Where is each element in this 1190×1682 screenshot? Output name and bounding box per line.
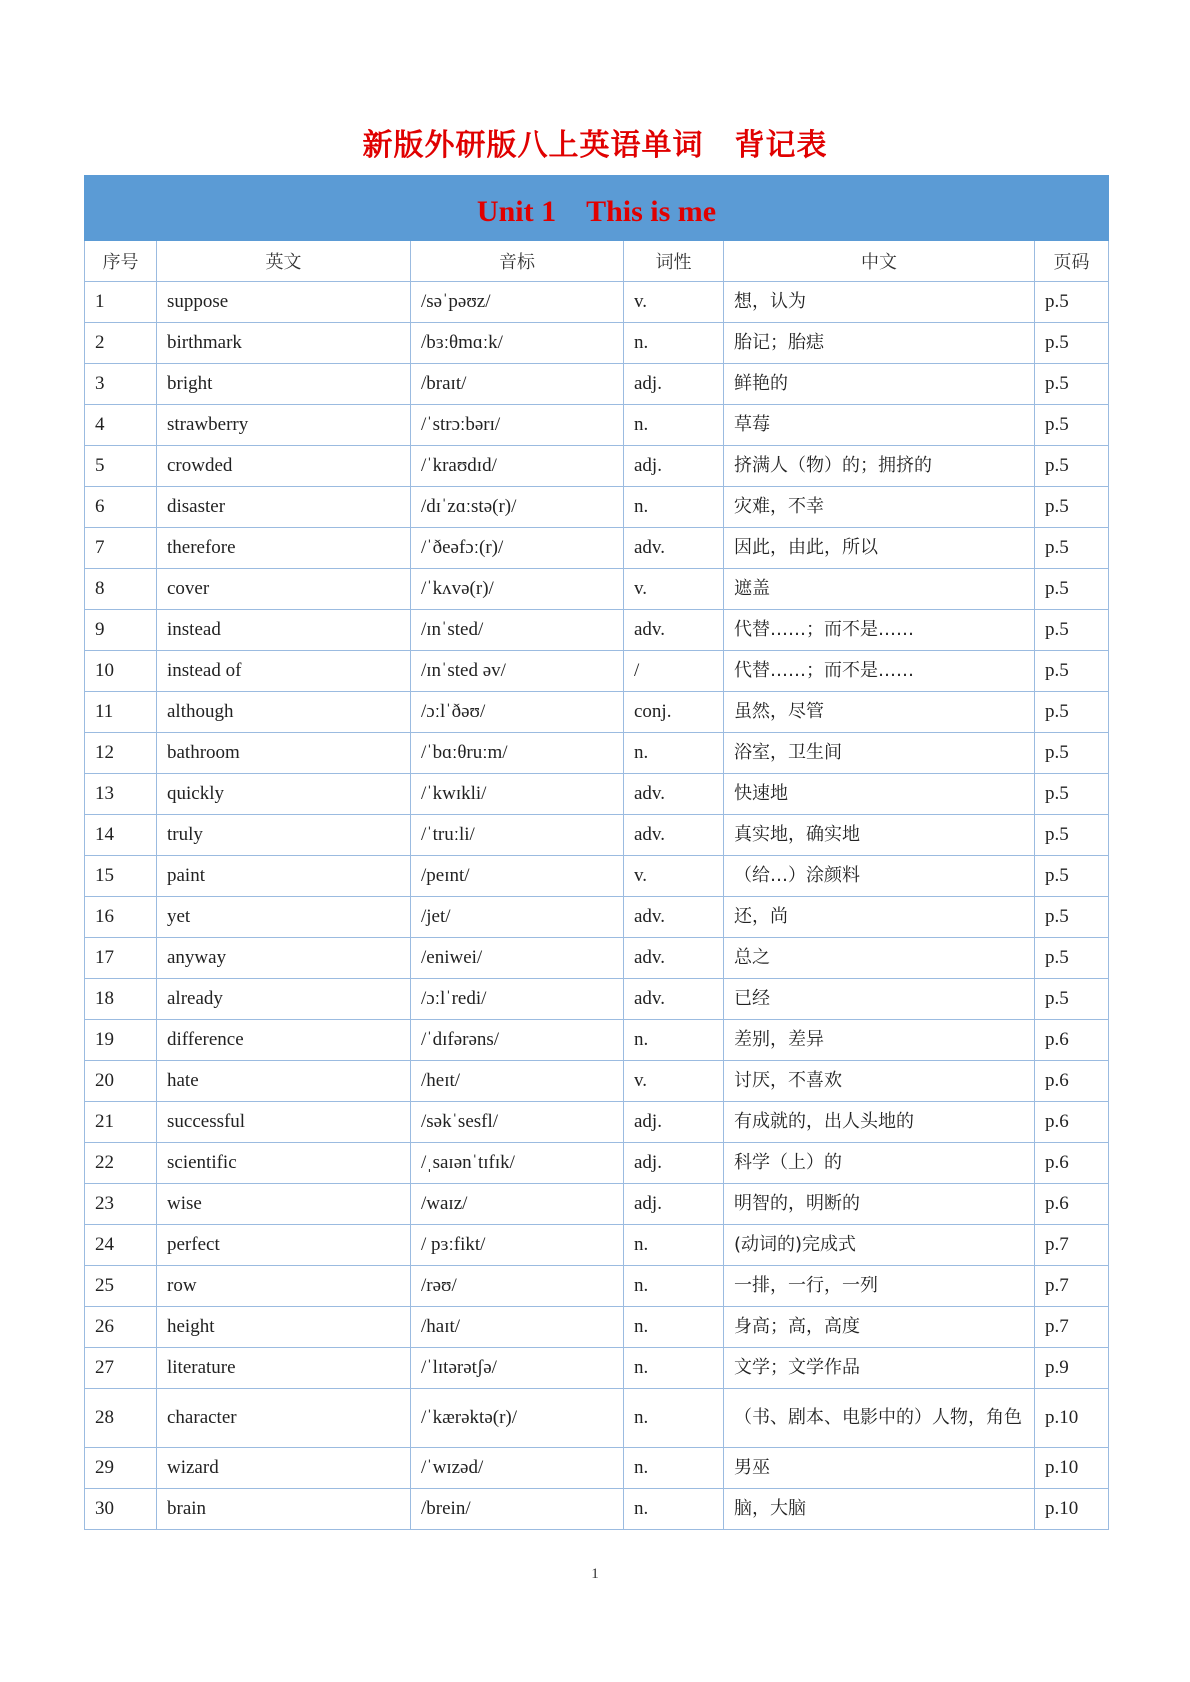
cell-part-of-speech: v. [624,1061,724,1102]
cell-english: brain [157,1489,411,1530]
cell-number: 2 [85,323,157,364]
cell-page: p.7 [1035,1307,1109,1348]
cell-page: p.6 [1035,1184,1109,1225]
cell-phonetic: /ˈðeəfɔː(r)/ [411,528,624,569]
cell-part-of-speech: v. [624,282,724,323]
cell-page: p.5 [1035,282,1109,323]
cell-chinese: 男巫 [724,1448,1035,1489]
cell-chinese: 明智的，明断的 [724,1184,1035,1225]
cell-part-of-speech: adv. [624,528,724,569]
cell-phonetic: /ˈkʌvə(r)/ [411,569,624,610]
cell-chinese: 胎记；胎痣 [724,323,1035,364]
cell-phonetic: /səˈpəʊz/ [411,282,624,323]
cell-number: 19 [85,1020,157,1061]
cell-chinese: 还，尚 [724,897,1035,938]
table-row [85,897,1109,938]
cell-phonetic: /bɜːθmɑːk/ [411,323,624,364]
cell-number: 11 [85,692,157,733]
table-row [85,1143,1109,1184]
vocabulary-table [84,175,1109,1530]
header-number: 序号 [85,241,157,282]
table-row [85,487,1109,528]
cell-part-of-speech: n. [624,405,724,446]
cell-phonetic: /waɪz/ [411,1184,624,1225]
cell-page: p.5 [1035,938,1109,979]
cell-number: 15 [85,856,157,897]
cell-phonetic: /ɪnˈsted əv/ [411,651,624,692]
cell-english: truly [157,815,411,856]
cell-page: p.6 [1035,1061,1109,1102]
cell-page: p.6 [1035,1143,1109,1184]
cell-english: hate [157,1061,411,1102]
cell-phonetic: /ɔːlˈðəʊ/ [411,692,624,733]
cell-part-of-speech: n. [624,1389,724,1448]
cell-english: disaster [157,487,411,528]
cell-chinese: 灾难，不幸 [724,487,1035,528]
cell-phonetic: /ɪnˈsted/ [411,610,624,651]
cell-part-of-speech: adv. [624,610,724,651]
cell-phonetic: /ˈbɑːθruːm/ [411,733,624,774]
cell-page: p.5 [1035,774,1109,815]
table-row [85,364,1109,405]
table-row [85,1061,1109,1102]
cell-english: crowded [157,446,411,487]
table-row [85,528,1109,569]
cell-part-of-speech: n. [624,487,724,528]
cell-chinese: 科学（上）的 [724,1143,1035,1184]
cell-phonetic: / pɜːfikt/ [411,1225,624,1266]
cell-page: p.5 [1035,528,1109,569]
cell-phonetic: /ˈlɪtərətʃə/ [411,1348,624,1389]
cell-part-of-speech: conj. [624,692,724,733]
table-row [85,1225,1109,1266]
cell-chinese: 鲜艳的 [724,364,1035,405]
cell-chinese: 想，认为 [724,282,1035,323]
cell-phonetic: /peɪnt/ [411,856,624,897]
cell-phonetic: /ɔːlˈredi/ [411,979,624,1020]
cell-number: 20 [85,1061,157,1102]
cell-page: p.5 [1035,897,1109,938]
cell-page: p.5 [1035,733,1109,774]
header-chinese: 中文 [724,241,1035,282]
cell-part-of-speech: adj. [624,364,724,405]
cell-phonetic: /dɪˈzɑːstə(r)/ [411,487,624,528]
cell-chinese: 因此，由此，所以 [724,528,1035,569]
cell-number: 28 [85,1389,157,1448]
cell-page: p.7 [1035,1225,1109,1266]
cell-number: 23 [85,1184,157,1225]
cell-phonetic: /braɪt/ [411,364,624,405]
cell-english: birthmark [157,323,411,364]
cell-number: 4 [85,405,157,446]
cell-page: p.6 [1035,1102,1109,1143]
cell-page: p.5 [1035,692,1109,733]
table-row [85,692,1109,733]
cell-part-of-speech: adj. [624,1184,724,1225]
cell-number: 27 [85,1348,157,1389]
cell-phonetic: /ˈdɪfərəns/ [411,1020,624,1061]
cell-page: p.9 [1035,1348,1109,1389]
cell-page: p.10 [1035,1389,1109,1448]
cell-english: suppose [157,282,411,323]
cell-phonetic: /ˈtruːli/ [411,815,624,856]
cell-number: 24 [85,1225,157,1266]
column-header-row [85,241,1109,282]
cell-english: wizard [157,1448,411,1489]
cell-english: already [157,979,411,1020]
cell-part-of-speech: n. [624,323,724,364]
cell-english: height [157,1307,411,1348]
cell-chinese: 代替……；而不是…… [724,610,1035,651]
table-row [85,1102,1109,1143]
table-row [85,282,1109,323]
table-row [85,446,1109,487]
cell-chinese: 真实地，确实地 [724,815,1035,856]
cell-number: 25 [85,1266,157,1307]
cell-english: successful [157,1102,411,1143]
cell-page: p.5 [1035,856,1109,897]
cell-page: p.6 [1035,1020,1109,1061]
unit-title: Unit 1 This is me [85,176,1109,241]
cell-chinese: 代替……；而不是…… [724,651,1035,692]
cell-number: 17 [85,938,157,979]
cell-chinese: 草莓 [724,405,1035,446]
table-row [85,1348,1109,1389]
cell-part-of-speech: n. [624,733,724,774]
table-row [85,733,1109,774]
cell-english: scientific [157,1143,411,1184]
cell-phonetic: /rəʊ/ [411,1266,624,1307]
cell-english: instead of [157,651,411,692]
cell-chinese: 虽然，尽管 [724,692,1035,733]
cell-number: 5 [85,446,157,487]
table-row [85,1266,1109,1307]
cell-english: although [157,692,411,733]
page-number: 1 [591,1566,599,1582]
cell-page: p.5 [1035,979,1109,1020]
cell-chinese: (动词的)完成式 [724,1225,1035,1266]
cell-part-of-speech: adj. [624,1143,724,1184]
cell-phonetic: /ˈkraʊdɪd/ [411,446,624,487]
cell-number: 22 [85,1143,157,1184]
cell-page: p.5 [1035,364,1109,405]
cell-part-of-speech: n. [624,1225,724,1266]
cell-phonetic: /brein/ [411,1489,624,1530]
header-english: 英文 [157,241,411,282]
cell-part-of-speech: n. [624,1348,724,1389]
cell-english: strawberry [157,405,411,446]
cell-number: 6 [85,487,157,528]
table-row [85,938,1109,979]
cell-part-of-speech: adv. [624,938,724,979]
cell-page: p.5 [1035,610,1109,651]
cell-chinese: 有成就的，出人头地的 [724,1102,1035,1143]
cell-chinese: （给…）涂颜料 [724,856,1035,897]
cell-number: 10 [85,651,157,692]
cell-page: p.5 [1035,815,1109,856]
cell-english: quickly [157,774,411,815]
table-row [85,323,1109,364]
cell-part-of-speech: / [624,651,724,692]
cell-number: 18 [85,979,157,1020]
cell-page: p.5 [1035,405,1109,446]
cell-part-of-speech: n. [624,1266,724,1307]
cell-page: p.7 [1035,1266,1109,1307]
cell-part-of-speech: n. [624,1020,724,1061]
cell-number: 16 [85,897,157,938]
cell-chinese: 已经 [724,979,1035,1020]
cell-part-of-speech: n. [624,1448,724,1489]
cell-english: character [157,1389,411,1448]
cell-number: 12 [85,733,157,774]
header-phonetic: 音标 [411,241,624,282]
cell-phonetic: /ˈstrɔːbərɪ/ [411,405,624,446]
table-row [85,569,1109,610]
cell-chinese: 总之 [724,938,1035,979]
cell-page: p.5 [1035,446,1109,487]
cell-english: difference [157,1020,411,1061]
cell-english: therefore [157,528,411,569]
table-row [85,1184,1109,1225]
cell-page: p.5 [1035,323,1109,364]
cell-part-of-speech: adv. [624,897,724,938]
cell-chinese: 快速地 [724,774,1035,815]
cell-phonetic: /ˌsaɪənˈtɪfɪk/ [411,1143,624,1184]
cell-page: p.5 [1035,651,1109,692]
cell-chinese: 讨厌，不喜欢 [724,1061,1035,1102]
table-row [85,1020,1109,1061]
cell-english: perfect [157,1225,411,1266]
table-row [85,1389,1109,1448]
cell-chinese: 文学；文学作品 [724,1348,1035,1389]
cell-part-of-speech: n. [624,1489,724,1530]
cell-number: 14 [85,815,157,856]
table-row [85,405,1109,446]
header-part-of-speech: 词性 [624,241,724,282]
cell-phonetic: /jet/ [411,897,624,938]
cell-part-of-speech: adv. [624,774,724,815]
cell-phonetic: /səkˈsesfl/ [411,1102,624,1143]
cell-number: 13 [85,774,157,815]
cell-number: 21 [85,1102,157,1143]
cell-part-of-speech: adj. [624,1102,724,1143]
table-row [85,1448,1109,1489]
cell-page: p.10 [1035,1448,1109,1489]
table-row [85,610,1109,651]
cell-chinese: 身高；高，高度 [724,1307,1035,1348]
cell-chinese: （书、剧本、电影中的）人物，角色 [724,1389,1035,1448]
cell-part-of-speech: v. [624,856,724,897]
cell-part-of-speech: v. [624,569,724,610]
cell-phonetic: /eniwei/ [411,938,624,979]
cell-chinese: 脑，大脑 [724,1489,1035,1530]
page-title: 新版外研版八上英语单词 背记表 [362,128,828,163]
cell-part-of-speech: adj. [624,446,724,487]
cell-english: paint [157,856,411,897]
cell-part-of-speech: n. [624,1307,724,1348]
cell-number: 8 [85,569,157,610]
header-page: 页码 [1035,241,1109,282]
table-row [85,979,1109,1020]
table-row [85,774,1109,815]
table-row [85,1307,1109,1348]
cell-english: yet [157,897,411,938]
cell-number: 9 [85,610,157,651]
cell-page: p.10 [1035,1489,1109,1530]
cell-phonetic: /ˈkærəktə(r)/ [411,1389,624,1448]
cell-number: 3 [85,364,157,405]
cell-part-of-speech: adv. [624,979,724,1020]
cell-phonetic: /ˈwɪzəd/ [411,1448,624,1489]
cell-english: bathroom [157,733,411,774]
cell-english: literature [157,1348,411,1389]
cell-number: 29 [85,1448,157,1489]
cell-number: 26 [85,1307,157,1348]
cell-phonetic: /ˈkwɪkli/ [411,774,624,815]
unit-header-row [85,176,1109,241]
cell-english: row [157,1266,411,1307]
cell-phonetic: /heɪt/ [411,1061,624,1102]
cell-number: 1 [85,282,157,323]
cell-chinese: 一排，一行，一列 [724,1266,1035,1307]
cell-english: instead [157,610,411,651]
cell-english: wise [157,1184,411,1225]
table-row [85,651,1109,692]
cell-number: 30 [85,1489,157,1530]
word-list [85,282,1109,1530]
cell-english: anyway [157,938,411,979]
cell-chinese: 浴室，卫生间 [724,733,1035,774]
cell-english: bright [157,364,411,405]
table-row [85,815,1109,856]
cell-page: p.5 [1035,569,1109,610]
cell-chinese: 差别，差异 [724,1020,1035,1061]
cell-chinese: 挤满人（物）的；拥挤的 [724,446,1035,487]
cell-page: p.5 [1035,487,1109,528]
cell-part-of-speech: adv. [624,815,724,856]
table-row [85,856,1109,897]
cell-phonetic: /haɪt/ [411,1307,624,1348]
table-row [85,1489,1109,1530]
cell-chinese: 遮盖 [724,569,1035,610]
cell-english: cover [157,569,411,610]
cell-number: 7 [85,528,157,569]
